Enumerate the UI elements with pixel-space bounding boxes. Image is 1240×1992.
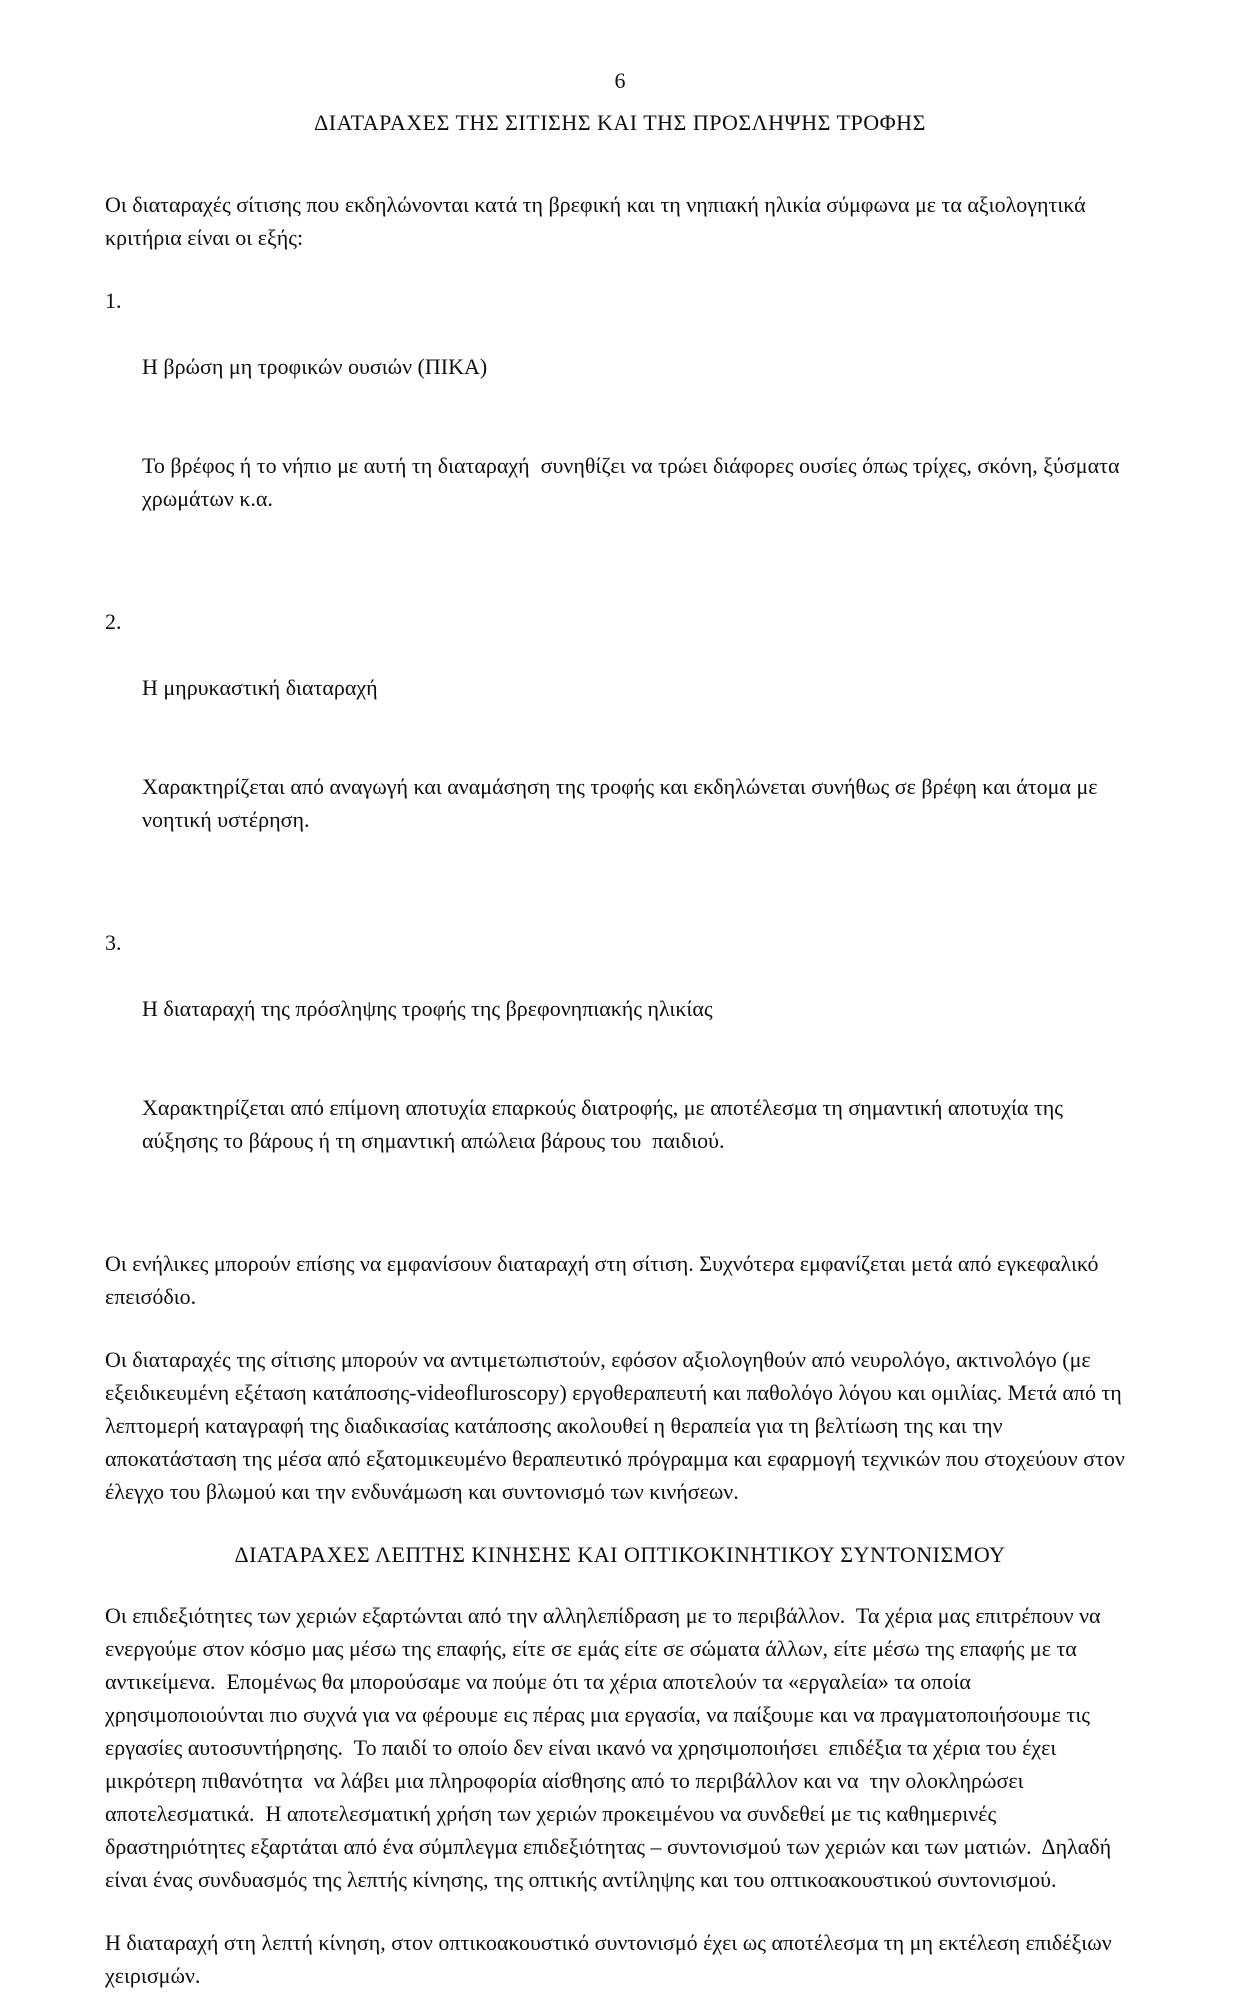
list-item-body: Χαρακτηρίζεται από επίμονη αποτυχία επαρκούς διατροφής, με αποτέλεσμα τη σημαντική αποτυχία της αύξησης το βάρους ή τη σημαντική απώλεια βάρους του παιδιού. [142, 1095, 1069, 1153]
hands-paragraph: Οι επιδεξιότητες των χεριών εξαρτώνται από την αλληλεπίδραση με το περιβάλλον. Τα χέρια μας επιτρέπουν να ενεργούμε στον κόσμο μας μέσω της επαφής, είτε σε εμάς είτε σε σώματα άλλων, είτε μέσω της επαφής με τα αντικείμενα. Επομένως θα μπορούσαμε να πούμε ότι τα χέρια αποτελούν τα «εργαλεία» τα οποία χρησιμοποιούνται πιο συχνά για να φέρουμε εις πέρας μια εργασία, να παίξουμε και να πραγματοποιήσουμε τις εργασίες αυτοσυντήρησης. Το παιδί το οποίο δεν είναι ικανό να χρησιμοποιήσει επιδέξια τα χέρια του έχει μικρότερη πιθανότητα να λάβει μια πληροφορία αίσθησης από το περιβάλλον και να την ολοκληρώσει αποτελεσματικά. Η αποτελεσματική χρήση των χεριών προκειμένου να συνδεθεί με τις καθημερινές δραστηριότητες εξαρτάται από ένα σύμπλεγμα επιδεξιότητας – συντονισμού των χεριών και των ματιών. Δηλαδή είναι ένας συνδυασμός της λεπτής κίνησης, της οπτικής αντίληψης και του οπτικοακουστικού συντονισμού. [105, 1603, 1117, 1892]
section-title-fine-motor: ΔΙΑΤΑΡΑΧΕΣ ΛΕΠΤΗΣ ΚΙΝΗΣΗΣ ΚΑΙ ΟΠΤΙΚΟΚΙΝΗΤΙΚΟΥ ΣΥΝΤΟΝΙΣΜΟΥ [234, 1542, 1006, 1567]
list-item-body: Χαρακτηρίζεται από αναγωγή και αναμάσηση της τροφής και εκδηλώνεται συνήθως σε βρέφη και άτομα με νοητική υστέρηση. [142, 774, 1103, 832]
section-title-feeding-disorders: ΔΙΑΤΑΡΑΧΕΣ ΤΗΣ ΣΙΤΙΣΗΣ ΚΑΙ ΤΗΣ ΠΡΟΣΛΗΨΗΣ ΤΡΟΦΗΣ [314, 110, 926, 135]
list-item-title: Η διαταραχή της πρόσληψης τροφής της βρεφονηπιακής ηλικίας [142, 996, 713, 1021]
list-item-food-intake [105, 926, 1135, 1223]
final-paragraph: Η διαταραχή στη λεπτή κίνηση, στον οπτικοακουστικό συντονισμό έχει ως αποτέλεσμα τη μη εκτέλεση επιδέξιων χειρισμών. [105, 1930, 1118, 1988]
list-item-body: Το βρέφος ή το νήπιο με αυτή τη διαταραχή συνηθίζει να τρώει διάφορες ουσίες όπως τρίχες, σκόνη, ξύσματα χρωμάτων κ.α. [142, 453, 1125, 511]
treatment-paragraph: Οι διαταραχές της σίτισης μπορούν να αντιμετωπιστούν, εφόσον αξιολογηθούν από νευρολόγο, ακτινολόγο (με εξειδικευμένη εξέταση κατάποσης-videofluroscopy) εργοθεραπευτή και παθολόγο λόγου και ομιλίας. Μετά από τη λεπτομερή καταγραφή της διαδικασίας κατάποσης ακολουθεί η θεραπεία για τη βελτίωση της και την αποκατάσταση της μέσα από εξατομικευμένο θεραπευτικό πρόγραμμα και εφαρμογή τεχνικών που στοχεύουν στον έλεγχο του βλωμού και την ενδυνάμωση και συντονισμό των κινήσεων. [105, 1347, 1131, 1504]
list-item-content [142, 926, 1135, 1223]
list-item-rumination [105, 605, 1135, 902]
intro-paragraph: Οι διαταραχές σίτισης που εκδηλώνονται κατά τη βρεφική και τη νηπιακή ηλικία σύμφωνα με τα αξιολογητικά κριτήρια είναι οι εξής: [105, 192, 1092, 250]
list-item-content [142, 605, 1135, 902]
page-number: 6 [614, 68, 626, 93]
list-item-number: 3. [105, 930, 122, 955]
list-item-content [142, 284, 1135, 581]
list-item-title: Η βρώση μη τροφικών ουσιών (ΠΙΚΑ) [142, 354, 488, 379]
list-item-number: 2. [105, 609, 122, 634]
list-item-number: 1. [105, 288, 122, 313]
list-item-title: Η μηρυκαστική διαταραχή [142, 675, 378, 700]
disorder-list [105, 284, 1135, 1223]
adults-paragraph: Οι ενήλικες μπορούν επίσης να εμφανίσουν διαταραχή στη σίτιση. Συχνότερα εμφανίζεται μετά από εγκεφαλικό επεισόδιο. [105, 1251, 1104, 1309]
list-item-pica [105, 284, 1135, 581]
